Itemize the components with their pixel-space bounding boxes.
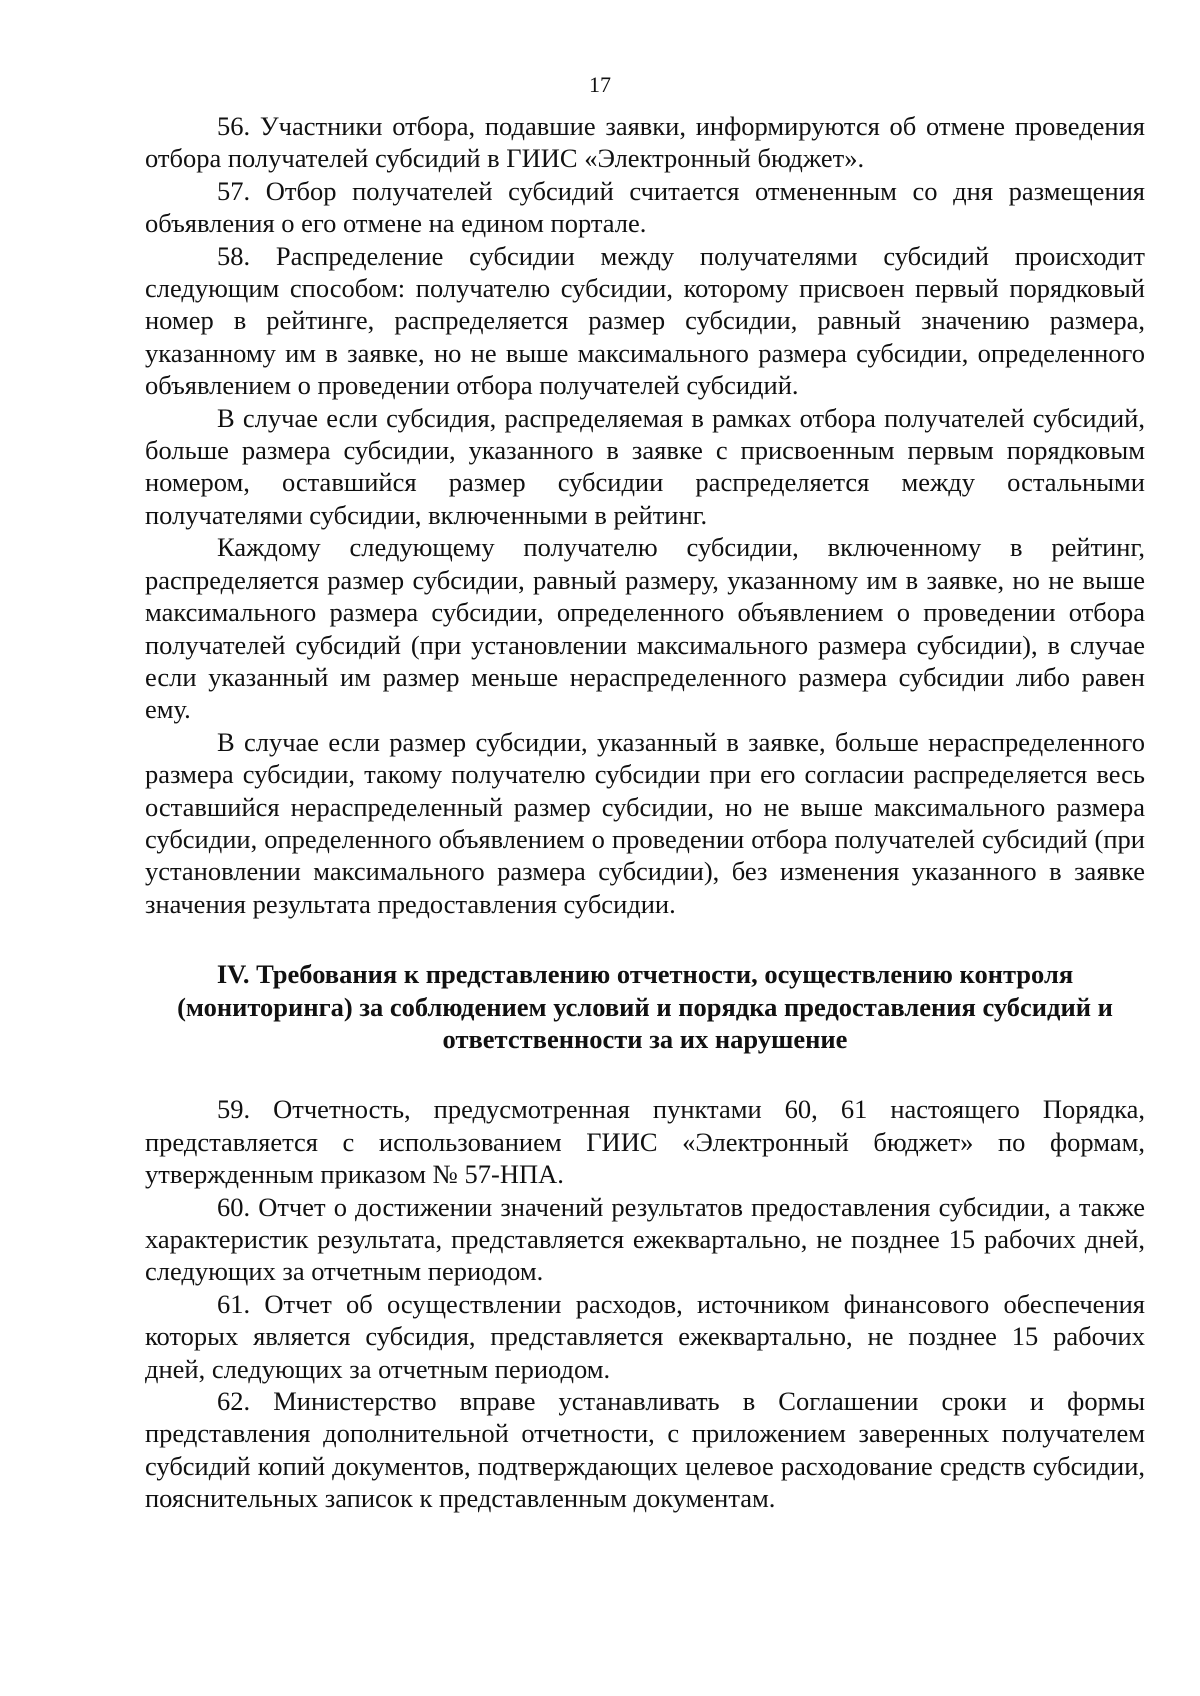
paragraph-59: 59. Отчетность, предусмотренная пунктами 60, 61 настоящего Порядка, представляется с использованием ГИИС «Электронный бюджет» по формам, утвержденным приказом № 57-НПА. xyxy=(145,1094,1145,1190)
paragraph-56: 56. Участники отбора, подавшие заявки, информируются об отмене проведения отбора получателей субсидий в ГИИС «Электронный бюджет». xyxy=(145,111,1145,174)
paragraph-60: 60. Отчет о достижении значений результатов предоставления субсидии, а также характеристик результата, представляется ежеквартально, не позднее 15 рабочих дней, следующих за отчетным периодом. xyxy=(145,1191,1145,1287)
page-number: 17 xyxy=(589,72,611,97)
paragraph-58-case-exceeds: В случае если размер субсидии, указанный в заявке, больше нераспределенного размера субсидии, такому получателю субсидии при его согласии распределяется весь оставшийся нераспределенный размер субсидии, но не выше максимального размера субсидии, определенного объявлением о проведении отбора получателей субсидий (при установлении максимального размера субсидии), без изменения указанного в заявке значения результата предоставления субсидии. xyxy=(145,726,1145,919)
paragraph-58-case-remaining: В случае если субсидия, распределяемая в рамках отбора получателей субсидий, больше размера субсидии, указанного в заявке с присвоенным первым порядковым номером, оставшийся размер субсидии распределяется между остальными получателями субсидии, включенными в рейтинг. xyxy=(145,402,1145,530)
paragraph-57: 57. Отбор получателей субсидий считается отмененным со дня размещения объявления о его отмене на едином портале. xyxy=(145,175,1145,239)
document-body xyxy=(145,110,1145,1515)
paragraph-58: 58. Распределение субсидии между получателями субсидий происходит следующим способом: получателю субсидии, которому присвоен первый порядковый номер в рейтинге, распределяется размер субсидии, равный значению размера, указанному им в заявке, но не выше максимального размера субсидии, определенного объявлением о проведении отбора получателей субсидий. xyxy=(145,240,1145,401)
paragraph-61: 61. Отчет об осуществлении расходов, источником финансового обеспечения которых является субсидия, представляется ежеквартально, не позднее 15 рабочих дней, следующих за отчетным периодом. xyxy=(145,1288,1145,1384)
section-heading-iv: IV. Требования к представлению отчетности, осуществлению контроля (мониторинга) за соблюдением условий и порядка предоставления субсидий и ответственности за их нарушение xyxy=(177,959,1113,1054)
paragraph-58-next-recipient: Каждому следующему получателю субсидии, включенному в рейтинг, распределяется размер субсидии, равный размеру, указанному им в заявке, но не выше максимального размера субсидии, определенного объявлением о проведении отбора получателей субсидий (при установлении максимального размера субсидии), в случае если указанный им размер меньше нераспределенного размера субсидии либо равен ему. xyxy=(145,532,1145,725)
paragraph-62: 62. Министерство вправе устанавливать в Соглашении сроки и формы представления дополнительной отчетности, с приложением заверенных получателем субсидий копий документов, подтверждающих целевое расходование средств субсидии, пояснительных записок к представленным документам. xyxy=(145,1386,1145,1514)
